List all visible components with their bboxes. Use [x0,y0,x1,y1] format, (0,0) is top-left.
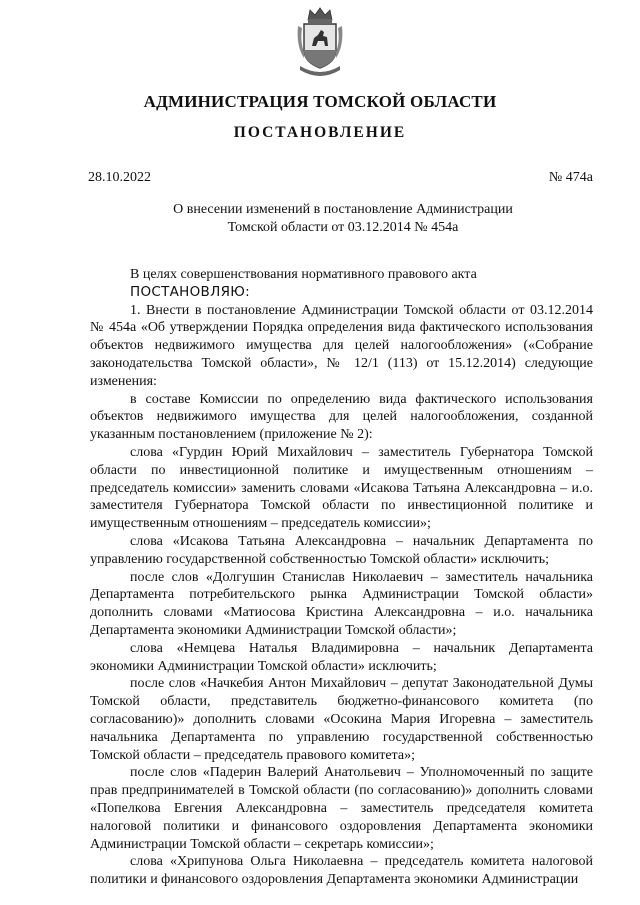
body-paragraph: после слов «Падерин Валерий Анатольевич – Уполномоченный по защите прав предпринимателей в Томской области (по согласованию)» дополнить словами «Попелкова Евгения Александровна – заместитель председателя комитета налоговой политики и финансового оздоровления Департамента экономики Администрации Томской области – секретарь комиссии»; [90,765,593,852]
body-paragraph: слова «Хрипунова Ольга Николаевна – председатель комитета налоговой политики и финансового оздоровления Департамента экономики Администрации [90,854,593,888]
body-paragraph: 1. Внести в постановление Администрации Томской области от 03.12.2014 № 454а «Об утверждении Порядка определения вида фактического использования объектов недвижимого имущества для целей налогообложения» («Собрание законодательства Томской области», № 12/1 (113) от 15.12.2014) следующие изменения: [90,302,593,389]
body-paragraph: слова «Немцева Наталья Владимировна – начальник Департамента экономики Администрации Томской области» исключить; [90,640,593,674]
decree-keyword: ПОСТАНОВЛЯЮ: [130,283,250,300]
document-date: 28.10.2022 [88,170,151,185]
body-paragraph: слова «Гурдин Юрий Михайлович – заместитель Губернатора Томской области по инвестиционной политике и имущественным отношениям – председатель комиссии» заменить словами «Исакова Татьяна Александровна – и.о. заместителя Губернатора Томской области по инвестиционной политике и имущественным отношениям – председатель комиссии»; [90,444,593,532]
document-body [90,266,593,889]
body-paragraph: после слов «Долгушин Станислав Николаевич – заместитель начальника Департамента потребительского рынка Администрации Томской области» дополнить словами «Матиосова Кристина Александровна – и.о. начальника Департамента экономики Администрации Томской области»; [90,569,593,638]
document-type: ПОСТАНОВЛЕНИЕ [233,124,407,141]
document-subject [120,201,566,236]
document-number: № 474а [548,170,593,185]
subject-line: Томской области от 03.12.2014 № 454а [227,219,459,235]
coat-of-arms-icon [294,6,346,78]
body-paragraph: после слов «Начкебия Антон Михайлович – депутат Законодательной Думы Томской области, представитель бюджетно-финансового комитета (по согласованию)» дополнить словами «Осокина Мария Игоревна – заместитель начальника Департамента по управлению государственной собственностью Томской области – председатель правового комитета»; [90,676,593,763]
body-paragraph: в составе Комиссии по определению вида фактического использования объектов недвижимого имущества для целей налогообложения, созданной указанным постановлением (приложение № 2): [90,391,593,443]
subject-line: О внесении изменений в постановление Администрации [173,202,513,217]
body-paragraph: В целях совершенствования нормативного правового акта [130,267,477,282]
body-paragraph: слова «Исакова Татьяна Александровна – начальник Департамента по управлению государственной собственностью Томской области» исключить; [90,533,593,567]
organization-title: АДМИНИСТРАЦИЯ ТОМСКОЙ ОБЛАСТИ [143,92,497,111]
